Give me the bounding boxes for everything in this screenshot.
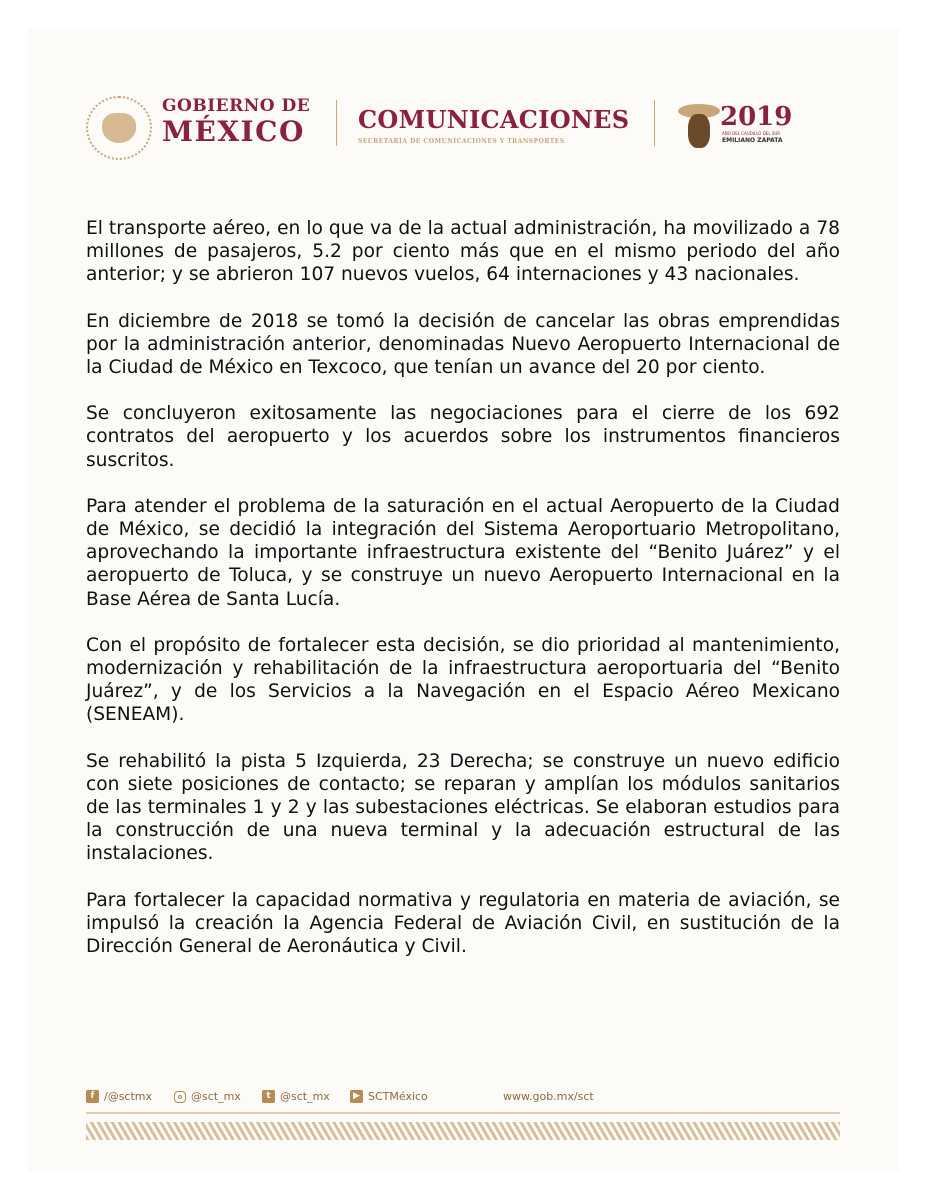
- national-seal-logo: [86, 96, 152, 160]
- document-body: [86, 217, 840, 981]
- year-label: 2019: [720, 102, 793, 132]
- paragraph: El transporte aéreo, en lo que va de la actual administración, ha movilizado a 78 millones de pasajeros, 5.2 por ciento más que en el mismo periodo del año anterior; y se abrieron 107 nuevos vuelos, 64 internaciones y 43 nacionales.: [86, 218, 840, 286]
- facebook-handle: /@sctmx: [104, 1090, 153, 1103]
- paragraph: Para fortalecer la capacidad normativa y regulatoria en materia de aviación, se impulsó la creación la Agencia Federal de Aviación Civil, en sustitución de la Dirección General de Aeronáutica y Civil.: [86, 889, 840, 958]
- youtube-handle: SCTMéxico: [368, 1090, 428, 1103]
- instagram-handle: @sct_mx: [191, 1090, 241, 1103]
- dependency-subtitle: SECRETARÍA DE COMUNICACIONES Y TRANSPORTES: [358, 138, 565, 145]
- facebook-link[interactable]: [86, 1090, 152, 1103]
- website-url: www.gob.mx/sct: [503, 1090, 594, 1103]
- divider: [336, 100, 337, 146]
- footer-divider: [86, 1112, 840, 1114]
- instagram-icon: o: [174, 1091, 186, 1103]
- twitter-link[interactable]: [262, 1090, 330, 1103]
- year-motto: AÑO DEL CAUDILLO DEL SUR: [722, 131, 781, 136]
- eagle-icon: [102, 113, 136, 143]
- twitter-icon: t: [262, 1090, 275, 1103]
- gobierno-line2: MÉXICO: [162, 115, 305, 148]
- zapata-portrait-icon: [678, 102, 720, 150]
- instagram-link[interactable]: [174, 1090, 241, 1103]
- year-name: EMILIANO ZAPATA: [722, 136, 783, 144]
- facebook-icon: f: [86, 1090, 99, 1103]
- gobierno-line1: GOBIERNO DE: [162, 96, 311, 116]
- youtube-link[interactable]: [350, 1090, 428, 1103]
- gobierno-de-mexico-logo: [162, 98, 310, 146]
- sct-logo: [358, 105, 630, 145]
- paragraph: Se rehabilitó la pista 5 Izquierda, 23 Derecha; se construye un nuevo edificio con siete posiciones de contacto; se reparan y amplían los módulos sanitarios de las terminales 1 y 2 y las subestaciones eléctricas. Se elaboran estudios para la construcción de una nueva terminal y la adecuación estructural de las instalaciones.: [86, 750, 840, 865]
- divider: [654, 100, 655, 146]
- twitter-handle: @sct_mx: [280, 1090, 330, 1103]
- paragraph: Con el propósito de fortalecer esta decisión, se dio prioridad al mantenimiento, modernización y rehabilitación de la infraestructura aeroportuaria del “Benito Juárez”, y de los Servicios a la Navegación en el Espacio Aéreo Mexicano (SENEAM).: [86, 634, 840, 726]
- website-link[interactable]: [503, 1090, 594, 1103]
- paragraph: Para atender el problema de la saturación en el actual Aeropuerto de la Ciudad de México, se decidió la integración del Sistema Aeroportuario Metropolitano, aprovechando la importante infraestructura existente del “Benito Juárez” y el aeropuerto de Toluca, y se construye un nuevo Aeropuerto Internacional en la Base Aérea de Santa Lucía.: [86, 495, 840, 610]
- youtube-icon: ▶: [350, 1090, 363, 1103]
- paragraph: Se concluyeron exitosamente las negociaciones para el cierre de los 692 contratos del aeropuerto y los acuerdos sobre los instrumentos financieros suscritos.: [86, 403, 840, 471]
- paragraph: En diciembre de 2018 se tomó la decisión de cancelar las obras emprendidas por la administración anterior, denominadas Nuevo Aeropuerto Internacional de la Ciudad de México en Texcoco, que tenían un avance del 20 por ciento.: [86, 310, 840, 379]
- decorative-pattern: [86, 1122, 840, 1140]
- dependency-title: COMUNICACIONES: [358, 105, 630, 134]
- letterhead: [86, 96, 806, 160]
- year-subtitle: [722, 132, 783, 144]
